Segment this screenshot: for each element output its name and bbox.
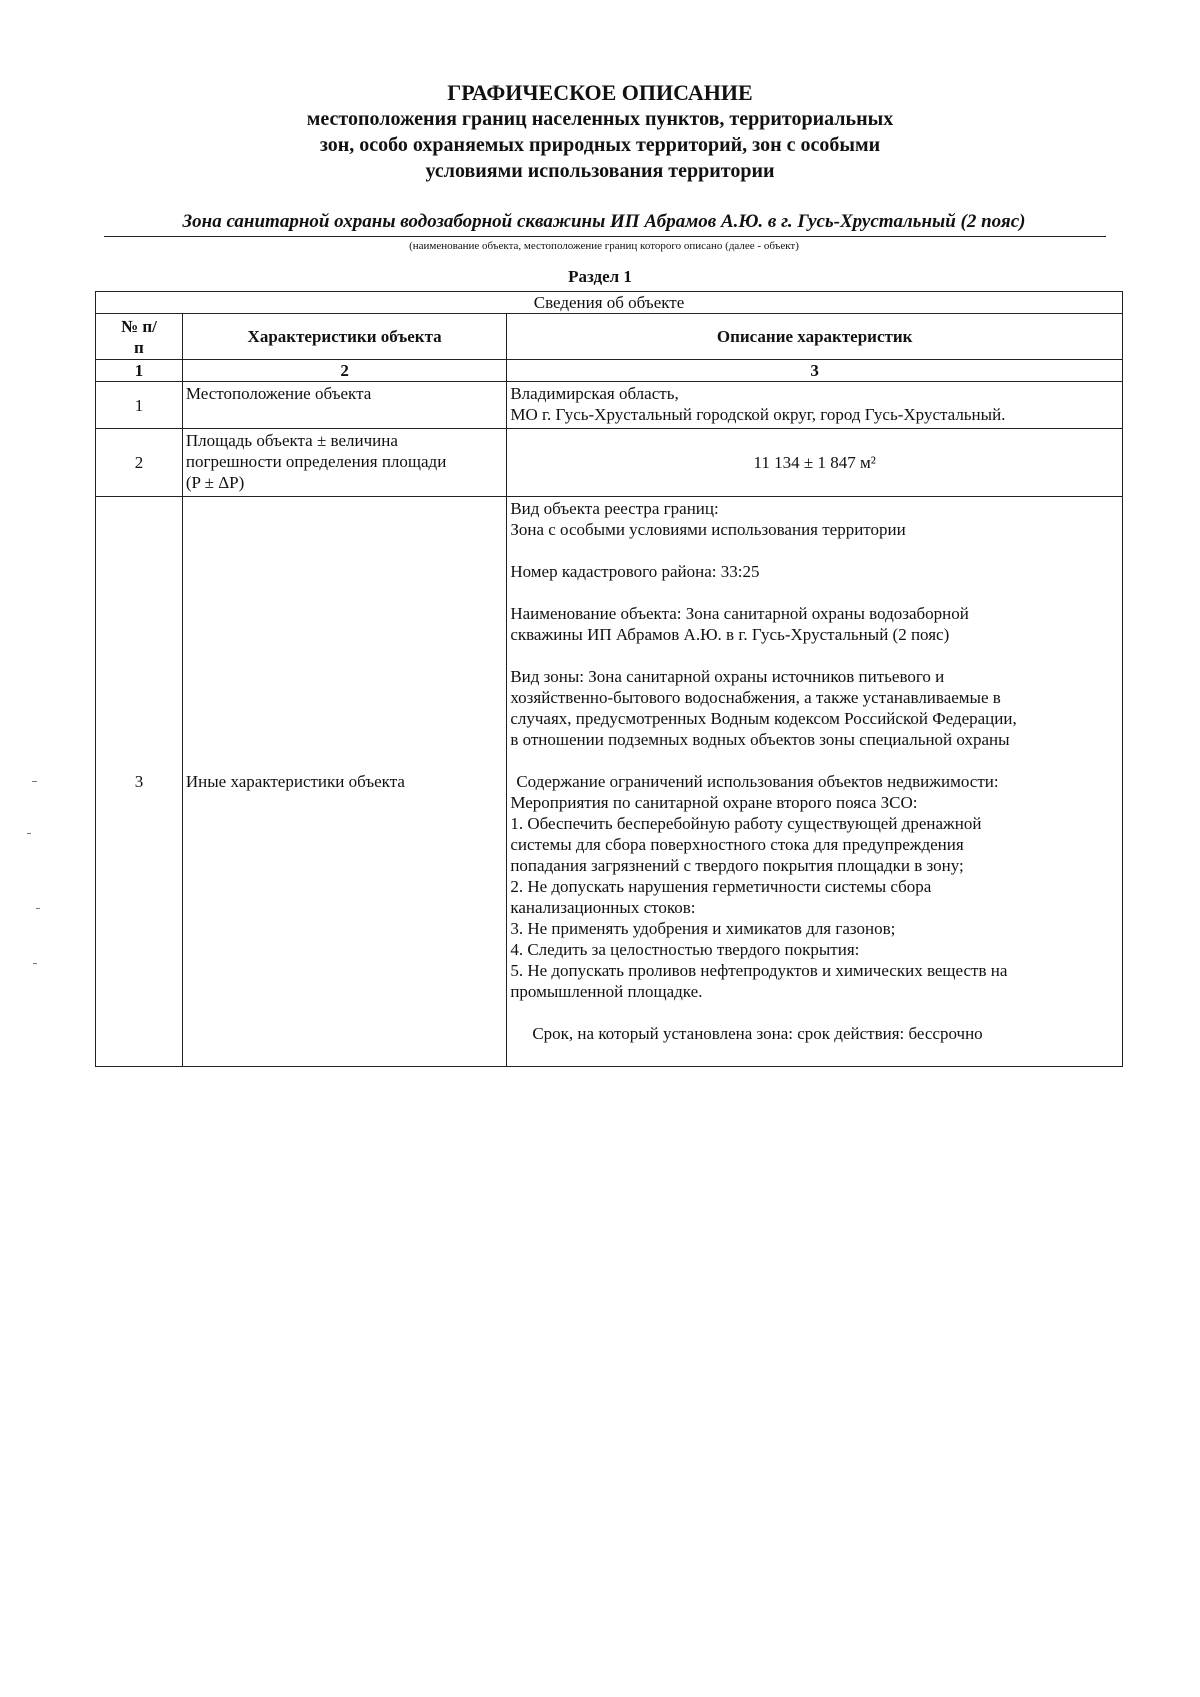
table-row: [96, 429, 1123, 497]
row-num: 1: [96, 382, 183, 429]
row-characteristic: [182, 429, 506, 497]
characteristic-line: погрешности определения площади: [185, 452, 447, 471]
document-subtitle: [0, 106, 1200, 184]
column-number: 3: [507, 360, 1123, 382]
registry-type-line: Зона с особыми условиями использования территории: [510, 520, 906, 539]
row-characteristic: Иные характеристики объекта: [182, 497, 506, 1067]
object-name: Зона санитарной охраны водозаборной скважины ИП Абрамов А.Ю. в г. Гусь-Хрустальный (2 пояс): [182, 211, 1026, 232]
subtitle-line: местоположения границ населенных пунктов, территориальных: [306, 108, 894, 130]
characteristic-line: Площадь объекта ± величина: [185, 431, 398, 450]
row-characteristic: Местоположение объекта: [182, 382, 506, 429]
restrictions-heading: Содержание ограничений использования объектов недвижимости:: [516, 772, 999, 791]
column-number: 2: [182, 360, 506, 382]
object-name-line: Наименование объекта: Зона санитарной охраны водозаборной: [510, 604, 969, 623]
subtitle-line: зон, особо охраняемых природных территорий, зон с особыми: [319, 134, 881, 156]
column-header-num: [96, 314, 183, 360]
row-num: 2: [96, 429, 183, 497]
zone-term: Срок, на который установлена зона: срок действия: бессрочно: [532, 1024, 983, 1043]
registry-type-line: Вид объекта реестра границ:: [510, 499, 719, 518]
cadastral-district: Номер кадастрового района: 33:25: [510, 562, 760, 581]
object-name-line: скважины ИП Абрамов А.Ю. в г. Гусь-Хрустальный (2 пояс): [510, 625, 950, 644]
restriction-line: промышленной площадке.: [510, 982, 703, 1001]
scan-mark: [33, 963, 37, 964]
restriction-line: системы для сбора поверхностного стока для предупреждения: [510, 835, 964, 854]
description-line: Владимирская область,: [510, 384, 679, 403]
column-header-num-label: № п/п: [121, 316, 157, 357]
table-row: [96, 497, 1123, 1067]
restriction-line: Мероприятия по санитарной охране второго пояса ЗСО:: [510, 793, 918, 812]
zone-type-line: случаях, предусмотренных Водным кодексом Российской Федерации,: [510, 709, 1017, 728]
document-header: [0, 80, 1200, 184]
restriction-line: 1. Обеспечить бесперебойную работу существующей дренажной: [510, 814, 982, 833]
row-description: [507, 497, 1123, 1067]
table-header-row: [96, 314, 1123, 360]
column-numbers-row: [96, 360, 1123, 382]
column-header-characteristic: Характеристики объекта: [182, 314, 506, 360]
scan-mark: [27, 833, 31, 834]
characteristic-line: (P ± ΔP): [185, 473, 245, 492]
table-row: [96, 382, 1123, 429]
column-number: 1: [96, 360, 183, 382]
scan-mark: [36, 908, 40, 909]
restriction-line: канализационных стоков:: [510, 898, 696, 917]
column-header-description: Описание характеристик: [507, 314, 1123, 360]
table-title-row: [96, 292, 1123, 314]
document-title: ГРАФИЧЕСКОЕ ОПИСАНИЕ: [447, 80, 753, 105]
restriction-line: 4. Следить за целостностью твердого покрытия:: [510, 940, 860, 959]
object-name-underline: [104, 236, 1106, 237]
restriction-line: 2. Не допускать нарушения герметичности системы сбора: [510, 877, 932, 896]
zone-type-line: хозяйственно-бытового водоснабжения, а также устанавливаемые в: [510, 688, 1001, 707]
subtitle-line: условиями использования территории: [425, 160, 775, 182]
object-caption: (наименование объекта, местоположение границ которого описано (далее - объект): [409, 240, 799, 252]
zone-type-line: в отношении подземных водных объектов зоны специальной охраны: [510, 730, 1010, 749]
object-info-table: [95, 291, 1123, 1067]
description-line: МО г. Гусь-Хрустальный городской округ, город Гусь-Хрустальный.: [510, 405, 1006, 424]
restriction-line: 5. Не допускать проливов нефтепродуктов и химических веществ на: [510, 961, 1008, 980]
section-label: Раздел 1: [568, 267, 632, 286]
scan-mark: [32, 781, 37, 782]
row-description: [507, 382, 1123, 429]
restriction-line: попадания загрязнений с твердого покрытия площадки в зону;: [510, 856, 964, 875]
restriction-line: 3. Не применять удобрения и химикатов для газонов;: [510, 919, 896, 938]
zone-type-line: Вид зоны: Зона санитарной охраны источников питьевого и: [510, 667, 945, 686]
table-title: Сведения об объекте: [96, 292, 1123, 314]
row-num: 3: [96, 497, 183, 1067]
area-value: 11 134 ± 1 847 м²: [507, 429, 1123, 497]
